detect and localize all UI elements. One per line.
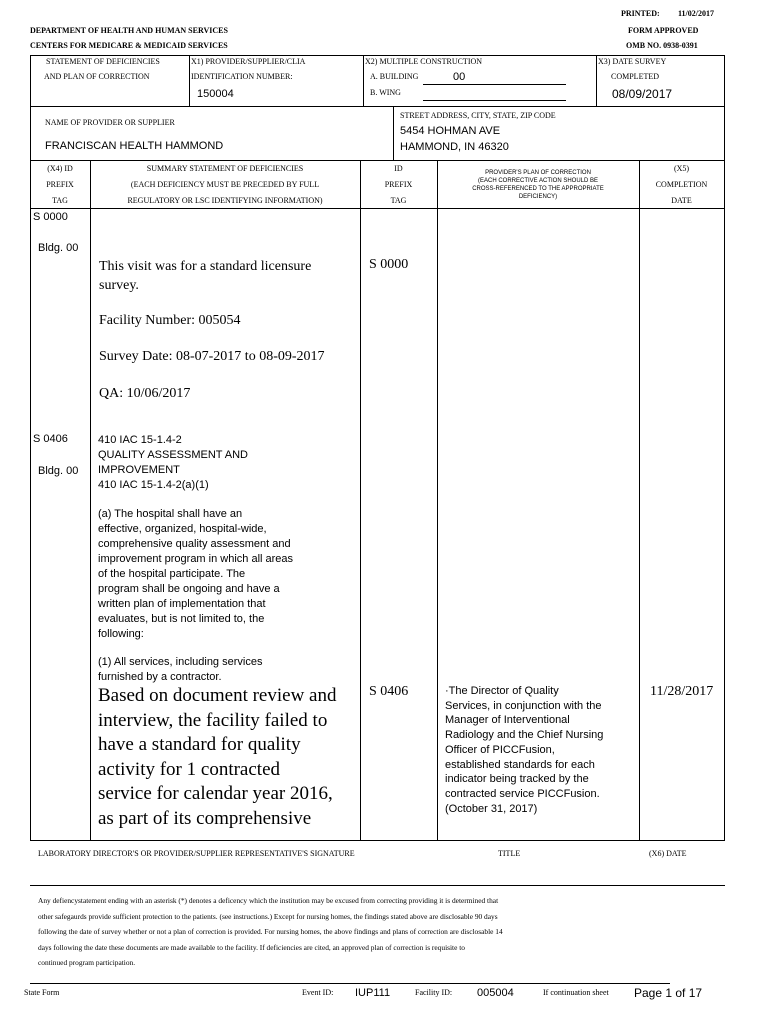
statement-label-1: STATEMENT OF DEFICIENCIES — [46, 57, 160, 66]
facility-id-value: 005004 — [477, 987, 514, 999]
right-prefix-tag-2: S 0406 — [369, 684, 409, 699]
col-rule-2 — [360, 160, 361, 840]
building-tag-1: Bldg. 00 — [38, 242, 79, 254]
x4-head-2: PREFIX — [46, 180, 74, 189]
summary-head-1: SUMMARY STATEMENT OF DEFICIENCIES — [146, 164, 304, 173]
event-id-label: Event ID: — [302, 988, 334, 997]
col-rule-3 — [437, 160, 438, 840]
disclaimer-text: Any defiencystatement ending with an asterisk (*) denotes a deficency which the institution may be excused from correcting providing it is determined that other safegaurds provide sufficient protection to the patients. (see instructions.) Except for nursing homes, the findings stated above are disclosable 90 days following the date of survey whether or not a plan of correction is provided. For nursing homes, the above findings and plans of correction are disclosable 14 days following the date these documents are made available to the facility. If deficiencies are cited, an approved plan of correction is requisite to continued program participation. — [38, 896, 503, 967]
x3-value: 08/09/2017 — [612, 87, 673, 101]
completion-date: 11/28/2017 — [650, 684, 714, 699]
building-tag-2: Bldg. 00 — [38, 465, 79, 477]
col-rule-1 — [90, 160, 91, 840]
col-rule-4 — [639, 160, 640, 840]
department-name: DEPARTMENT OF HEALTH AND HUMAN SERVICES — [30, 26, 228, 35]
state-form-label: State Form — [24, 988, 60, 997]
address-line-2: HAMMOND, IN 46320 — [400, 141, 509, 153]
x4-head-1: (X4) ID — [47, 164, 73, 173]
id-head-2: PREFIX — [384, 180, 413, 189]
provider-label: NAME OF PROVIDER OR SUPPLIER — [45, 118, 175, 127]
plan-head-4: DEFICIENCY) — [518, 194, 558, 200]
rule-text-1: (1) All services, including services furnished by a contractor. — [98, 656, 263, 683]
rule-v3 — [596, 55, 597, 106]
building-value: 00 — [453, 71, 466, 83]
address-label: STREET ADDRESS, CITY, STATE, ZIP CODE — [400, 111, 556, 120]
wing-label: B. WING — [370, 88, 401, 97]
building-underline — [423, 84, 566, 85]
plan-head-2: (EACH CORRECTIVE ACTION SHOULD BE — [477, 178, 599, 184]
prefix-tag-2: S 0406 — [33, 433, 68, 445]
x1-label-1: X1) PROVIDER/SUPPLIER/CLIA — [191, 57, 306, 66]
rule-text-a: (a) The hospital shall have an effective, organized, hospital-wide, comprehensive quality assessment and improvement program in which all areas of the hospital participate. The program shall be ongoing and have a written plan of implementation that evaluates, but is not limited to, the following: — [98, 508, 294, 640]
x5-head-1: (X5) — [673, 164, 690, 173]
rule-v4 — [393, 106, 394, 160]
x1-label-2: IDENTIFICATION NUMBER: — [191, 72, 293, 81]
plan-head-3: CROSS-REFERENCED TO THE APPROPRIATE — [472, 186, 604, 192]
event-id-value: IUP111 — [355, 987, 391, 999]
summary-head-3: REGULATORY OR LSC IDENTIFYING INFORMATION) — [127, 196, 323, 205]
page-number: Page 1 of 17 — [634, 986, 703, 1000]
facility-number: Facility Number: 005054 — [99, 313, 241, 328]
rule-top-2 — [30, 106, 725, 107]
right-prefix-tag-1: S 0000 — [369, 257, 409, 272]
qa-date: QA: 10/06/2017 — [99, 386, 191, 401]
rule-body-bottom — [30, 840, 725, 841]
rule-top — [30, 55, 725, 56]
printed-label: PRINTED: — [621, 9, 660, 18]
survey-date: Survey Date: 08-07-2017 to 08-09-2017 — [99, 349, 325, 364]
centers-name: CENTERS FOR MEDICARE & MEDICAID SERVICES — [30, 41, 228, 50]
rule-signature — [30, 885, 725, 886]
plan-of-correction-text: ·The Director of Quality Services, in conjunction with the Manager of Interventional Radiology and the Chief Nursing Officer of PICCFusion, established standards for each indicator being tracked by the contracted service PICCFusion. (October 31, 2017) — [445, 685, 604, 815]
address-line-1: 5454 HOHMAN AVE — [400, 125, 501, 137]
visit-text: This visit was for a standard licensure survey. — [99, 259, 312, 293]
x3-label-2: COMPLETED — [611, 72, 659, 81]
x5-head-2: COMPLETION — [655, 180, 708, 189]
rule-v2 — [363, 55, 364, 106]
continuation-label: If continuation sheet — [543, 988, 609, 997]
rule-right — [724, 55, 725, 840]
x2-label: X2) MULTIPLE CONSTRUCTION — [365, 57, 483, 66]
id-head-3: TAG — [390, 196, 407, 205]
rule-footer — [30, 983, 670, 984]
plan-head-1: PROVIDER'S PLAN OF CORRECTION — [485, 170, 591, 176]
signature-label: LABORATORY DIRECTOR'S OR PROVIDER/SUPPLIER REPRESENTATIVE'S SIGNATURE — [38, 849, 355, 858]
omb-number: OMB NO. 0938-0391 — [626, 41, 698, 50]
rule-heading: 410 IAC 15-1.4-2 QUALITY ASSESSMENT AND IMPROVEMENT 410 IAC 15-1.4-2(a)(1) — [98, 434, 248, 491]
form-approved: FORM APPROVED — [628, 26, 699, 35]
provider-value: FRANCISCAN HEALTH HAMMOND — [45, 140, 224, 152]
rule-top-3 — [30, 160, 725, 161]
finding-text: Based on document review and interview, the facility failed to have a standard for quality activity for 1 contracted service for calendar year 2016, as part of its comprehensive — [98, 685, 337, 829]
prefix-tag-1: S 0000 — [33, 211, 68, 223]
rule-col-head — [30, 208, 725, 209]
facility-id-label: Facility ID: — [415, 988, 453, 997]
x6-date-label: (X6) DATE — [649, 849, 687, 858]
summary-head-2: (EACH DEFICIENCY MUST BE PRECEDED BY FULL — [130, 180, 320, 189]
x3-label-1: X3) DATE SURVEY — [598, 57, 667, 66]
statement-label-2: AND PLAN OF CORRECTION — [44, 72, 150, 81]
wing-underline — [423, 100, 566, 101]
printed-date: 11/02/2017 — [678, 9, 715, 18]
x4-head-3: TAG — [52, 196, 68, 205]
building-label: A. BUILDING — [370, 72, 419, 81]
rule-v1 — [189, 55, 190, 106]
title-label: TITLE — [498, 849, 521, 858]
x5-head-3: DATE — [671, 196, 692, 205]
id-head-1: ID — [394, 164, 403, 173]
x1-value: 150004 — [197, 88, 234, 100]
